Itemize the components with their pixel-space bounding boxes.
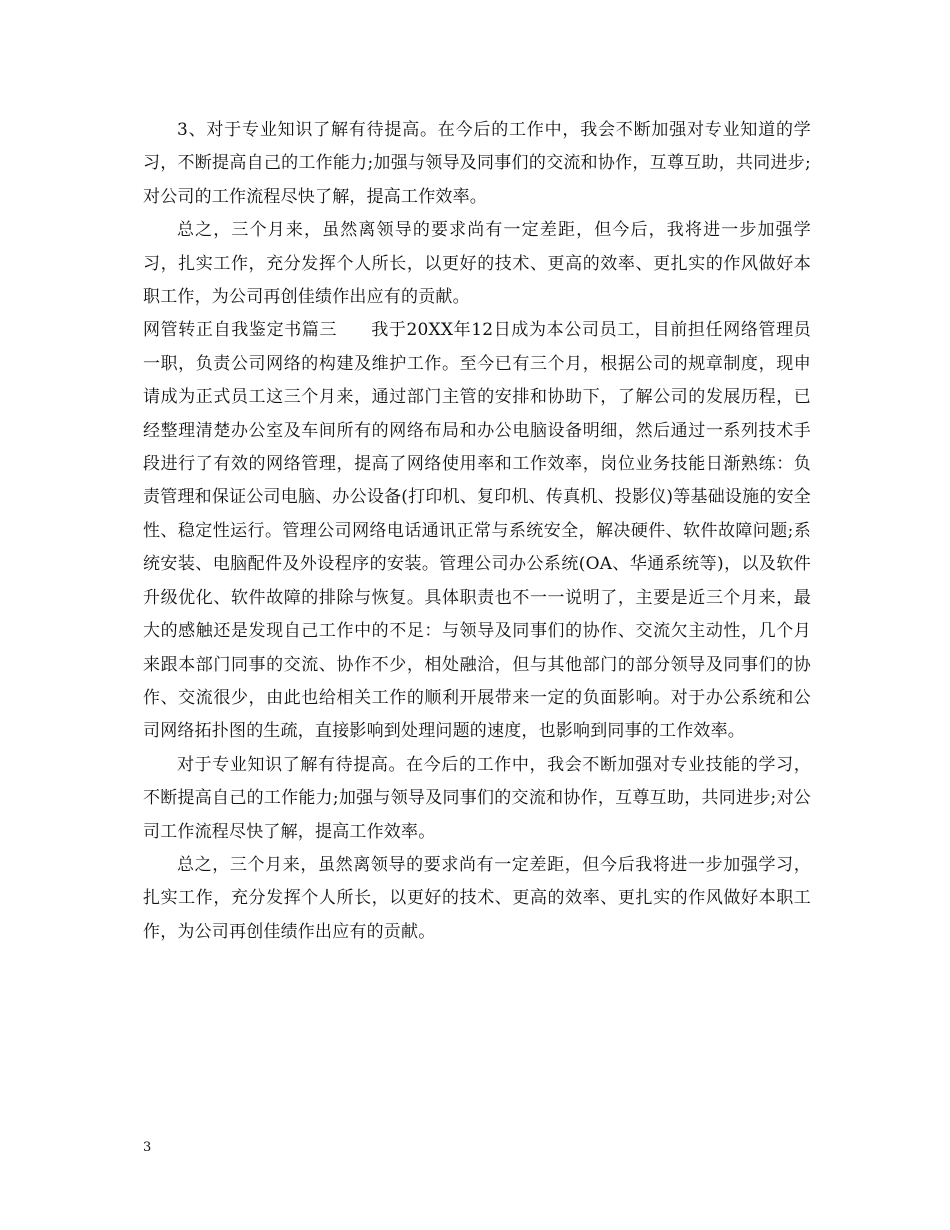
- paragraph-improvement: [143, 749, 811, 849]
- paragraph-professional-knowledge: [143, 114, 811, 214]
- paragraph-text: 总之，三个月来，虽然离领导的要求尚有一定差距，但今后我将进一步加强学习，扎实工作，充分发挥个人所长，以更好的技术、更高的效率、更扎实的作风做好本职工作，为公司再创佳绩作出应有的贡献。: [143, 854, 811, 942]
- paragraph-text: 3、对于专业知识了解有待提高。在今后的工作中，我会不断加强对专业知道的学习，不断提高自己的工作能力;加强与领导及同事们的交流和协作，互尊互助，共同进步;对公司的工作流程尽快了解，提高工作效率。: [143, 120, 811, 207]
- section-heading: 网管转正自我鉴定书篇三: [143, 320, 338, 341]
- document-body: [143, 114, 811, 949]
- paragraph-text: 对于专业知识了解有待提高。在今后的工作中，我会不断加强对专业技能的学习，不断提高自己的工作能力;加强与领导及同事们的交流和协作，互尊互助，共同进步;对公司工作流程尽快了解，提高工作效率。: [143, 754, 811, 842]
- paragraph-text: 总之，三个月来，虽然离领导的要求尚有一定差距，但今后，我将进一步加强学习，扎实工作，充分发挥个人所长，以更好的技术、更高的效率、更扎实的作风做好本职工作，为公司再创佳绩作出应有的贡献。: [143, 220, 811, 308]
- paragraph-summary-1: [143, 214, 811, 314]
- paragraph-section-three: [143, 314, 811, 748]
- page-number: 3: [143, 1140, 152, 1155]
- paragraph-summary-2: [143, 849, 811, 949]
- paragraph-text: 我于20XX年12日成为本公司员工，目前担任网络管理员一职，负责公司网络的构建及维护工作。至今已有三个月，根据公司的规章制度，现申请成为正式员工这三个月来，通过部门主管的安排和协助下，了解公司的发展历程，已经整理清楚办公室及车间所有的网络布局和办公电脑设备明细，然后通过一系列技术手段进行了有效的网络管理，提高了网络使用率和工作效率，岗位业务技能日渐熟练：负责管理和保证公司电脑、办公设备(打印机、复印机、传真机、投影仪)等基础设施的安全性、稳定性运行。管理公司网络电话通讯正常与系统安全，解决硬件、软件故障问题;系统安装、电脑配件及外设程序的安装。管理公司办公系统(OA、华通系统等)，以及软件升级优化、软件故障的排除与恢复。具体职责也不一一说明了，主要是近三个月来，最大的感触还是发现自己工作中的不足：与领导及同事们的协作、交流欠主动性，几个月来跟本部门同事的交流、协作不少，相处融洽，但与其他部门的部分领导及同事们的协作、交流很少，由此也给相关工作的顺利开展带来一定的负面影响。对于办公系统和公司网络拓扑图的生疏，直接影响到处理问题的速度，也影响到同事的工作效率。: [143, 320, 812, 742]
